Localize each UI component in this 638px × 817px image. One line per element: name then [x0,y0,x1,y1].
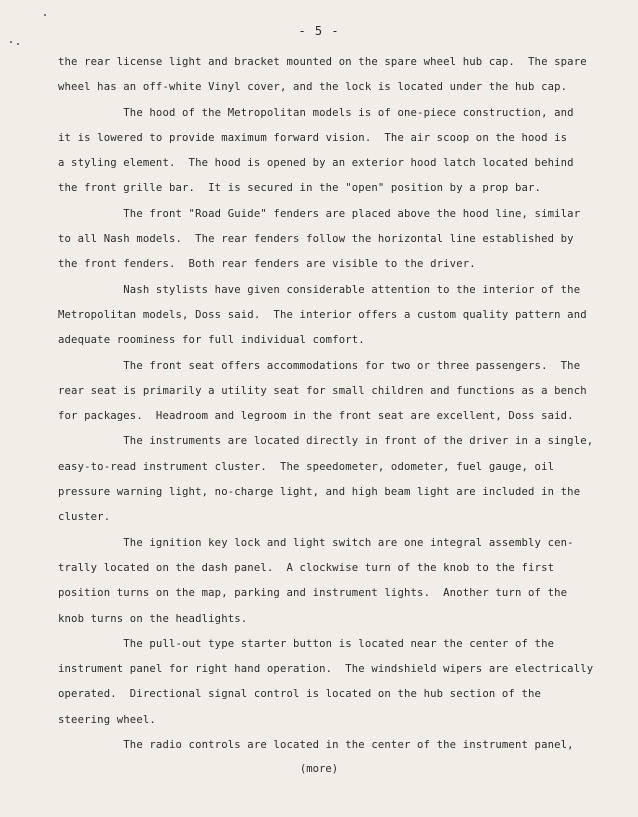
text-line: to all Nash models. The rear fenders follow the horizontal line established by [58,233,574,246]
text-line: pressure warning light, no-charge light, and high beam light are included in the [58,486,581,499]
text-line: The front "Road Guide" fenders are placed above the hood line, similar [58,207,581,220]
text-line: cluster. [58,511,111,524]
text-line: adequate roominess for full individual comfort. [58,334,365,347]
body-text [58,50,598,758]
paper-speck [10,41,12,43]
text-line: position turns on the map, parking and instrument lights. Another turn of the [58,587,568,600]
text-line: for packages. Headroom and legroom in the front seat are excellent, Doss said. [58,410,574,423]
text-line: steering wheel. [58,713,156,726]
text-line: The instruments are located directly in front of the driver in a single, [58,435,594,448]
text-line: rear seat is primarily a utility seat for small children and functions as a bench [58,384,587,397]
text-line: it is lowered to provide maximum forward vision. The air scoop on the hood is [58,131,568,144]
continued-marker: (more) [299,763,339,775]
text-line: The hood of the Metropolitan models is of one-piece construction, and [58,106,574,119]
paper-speck [44,14,46,16]
text-line: instrument panel for right hand operation. The windshield wipers are electrically [58,663,594,676]
text-line: a styling element. The hood is opened by an exterior hood latch located behind [58,157,574,170]
text-line: knob turns on the headlights. [58,612,248,625]
text-line: Nash stylists have given considerable attention to the interior of the [58,283,581,296]
text-line: the front grille bar. It is secured in the "open" position by a prop bar. [58,182,542,195]
paper-speck [17,43,19,45]
text-line: The front seat offers accommodations for two or three passengers. The [58,359,581,372]
text-line: Metropolitan models, Doss said. The interior offers a custom quality pattern and [58,308,587,321]
text-line: easy-to-read instrument cluster. The speedometer, odometer, fuel gauge, oil [58,460,555,473]
text-line: trally located on the dash panel. A clockwise turn of the knob to the first [58,561,555,574]
text-line: the front fenders. Both rear fenders are visible to the driver. [58,258,476,271]
text-line: The pull-out type starter button is located near the center of the [58,637,555,650]
page-number: - 5 - [298,24,340,38]
text-line: wheel has an off-white Vinyl cover, and the lock is located under the hub cap. [58,81,568,94]
text-line: the rear license light and bracket mounted on the spare wheel hub cap. The spare [58,56,587,68]
text-line: The radio controls are located in the center of the instrument panel, [58,739,574,752]
text-line: The ignition key lock and light switch are one integral assembly cen- [58,536,574,549]
text-line: operated. Directional signal control is located on the hub section of the [58,688,542,701]
